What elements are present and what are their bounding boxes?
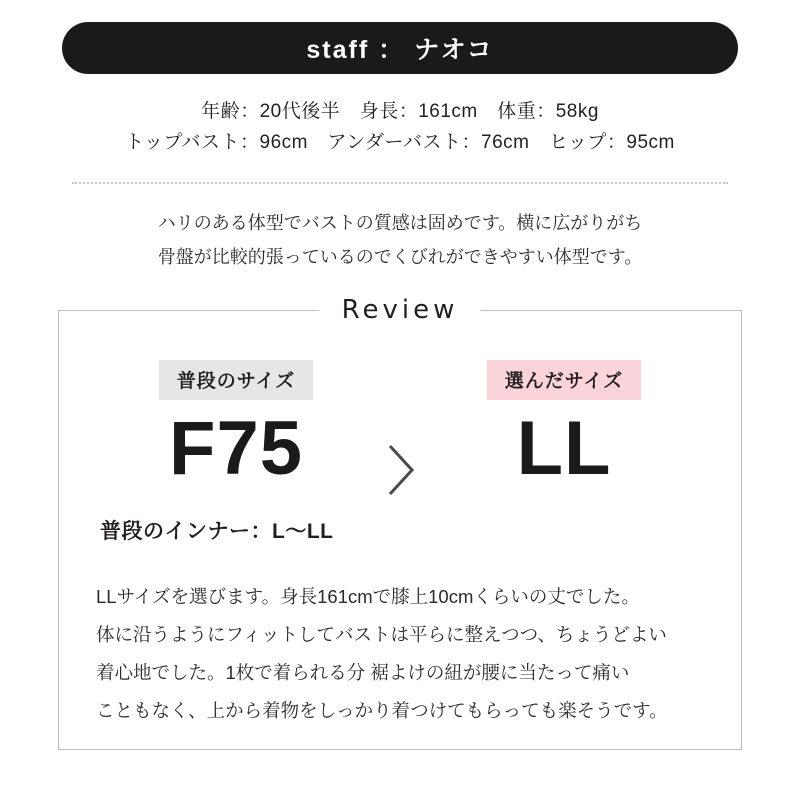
staff-specs: [0, 96, 800, 158]
comment-line-1: ハリのある体型でバストの質感は固めです。横に広がりがち: [157, 213, 643, 233]
staff-name-label: staff ： ナオコ: [306, 36, 494, 64]
comment-line-2: 骨盤が比較的張っているのでくびれができやすい体型です。: [157, 247, 643, 267]
size-comparison: [58, 360, 742, 520]
usual-inner-label: 普段のインナー：L〜LL: [100, 520, 334, 543]
review-body-line: 着心地でした。1枚で着られる分 裾よけの紐が腰に当たって痛い: [96, 662, 630, 683]
review-body-line: 体に沿うようにフィットしてバストは平らに整えつつ、ちょうどよい: [96, 624, 667, 645]
chosen-size-value: LL: [516, 406, 612, 491]
usual-size-value: F75: [169, 406, 303, 491]
spec-line-bust-hip: トップバスト：96cm アンダーバスト：76cm ヒップ：95cm: [125, 132, 675, 153]
chosen-size-group: [414, 360, 714, 492]
spec-line-age-height-weight: 年齢：20代後半 身長：161cm 体重：58kg: [201, 101, 599, 122]
review-body-line: LLサイズを選びます。身長161cmで膝上10cmくらいの丈でした。: [96, 586, 640, 607]
chosen-size-tag: 選んだサイズ: [487, 360, 641, 400]
review-title: Review: [320, 295, 481, 325]
usual-size-group: [86, 360, 386, 492]
review-body: [96, 578, 706, 730]
review-body-line: こともなく、上から着物をしっかり着つけてもらっても楽そうです。: [96, 700, 668, 721]
usual-size-tag: 普段のサイズ: [159, 360, 313, 400]
staff-header-bar: [62, 22, 738, 74]
dotted-divider: [72, 182, 728, 184]
body-type-comment: [0, 206, 800, 274]
